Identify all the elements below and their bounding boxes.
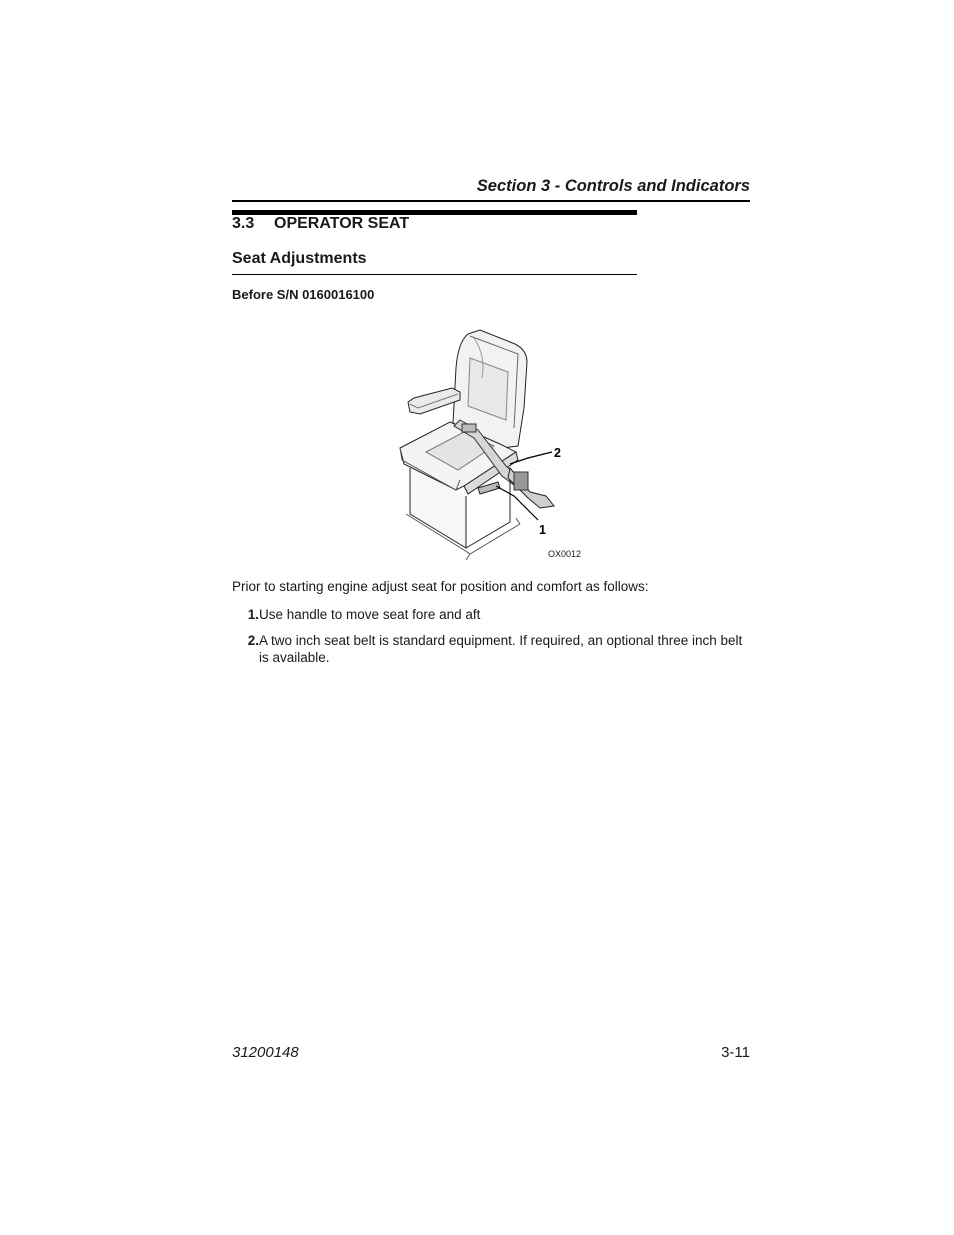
section-heading bbox=[232, 215, 409, 233]
running-header: Section 3 - Controls and Indicators bbox=[476, 177, 750, 195]
figure-code: OX0012 bbox=[548, 549, 582, 559]
page-number: 3-11 bbox=[721, 1044, 750, 1061]
callout-1-leader bbox=[496, 486, 538, 520]
subsection-heading: Seat Adjustments bbox=[232, 250, 367, 267]
header-rule bbox=[232, 200, 750, 202]
serial-heading: Before S/N 0160016100 bbox=[232, 287, 375, 302]
seat-armrest bbox=[408, 388, 460, 414]
step-number: 1. bbox=[247, 607, 259, 622]
list-item bbox=[232, 606, 752, 623]
subsection-rule bbox=[232, 274, 637, 275]
step-text: Use handle to move seat fore and aft bbox=[259, 607, 481, 622]
callout-1: 1 bbox=[539, 523, 546, 537]
intro-paragraph: Prior to starting engine adjust seat for position and comfort as follows: bbox=[232, 579, 649, 594]
section-title: OPERATOR SEAT bbox=[274, 215, 410, 232]
step-number: 2. bbox=[247, 633, 259, 648]
operator-seat-illustration bbox=[390, 328, 600, 563]
list-item bbox=[232, 632, 752, 666]
steps-list bbox=[232, 606, 752, 675]
section-number: 3.3 bbox=[232, 215, 255, 232]
step-text: A two inch seat belt is standard equipment. If required, an optional three inch belt is available. bbox=[259, 633, 743, 665]
callout-2: 2 bbox=[554, 446, 561, 460]
document-number: 31200148 bbox=[232, 1044, 299, 1061]
